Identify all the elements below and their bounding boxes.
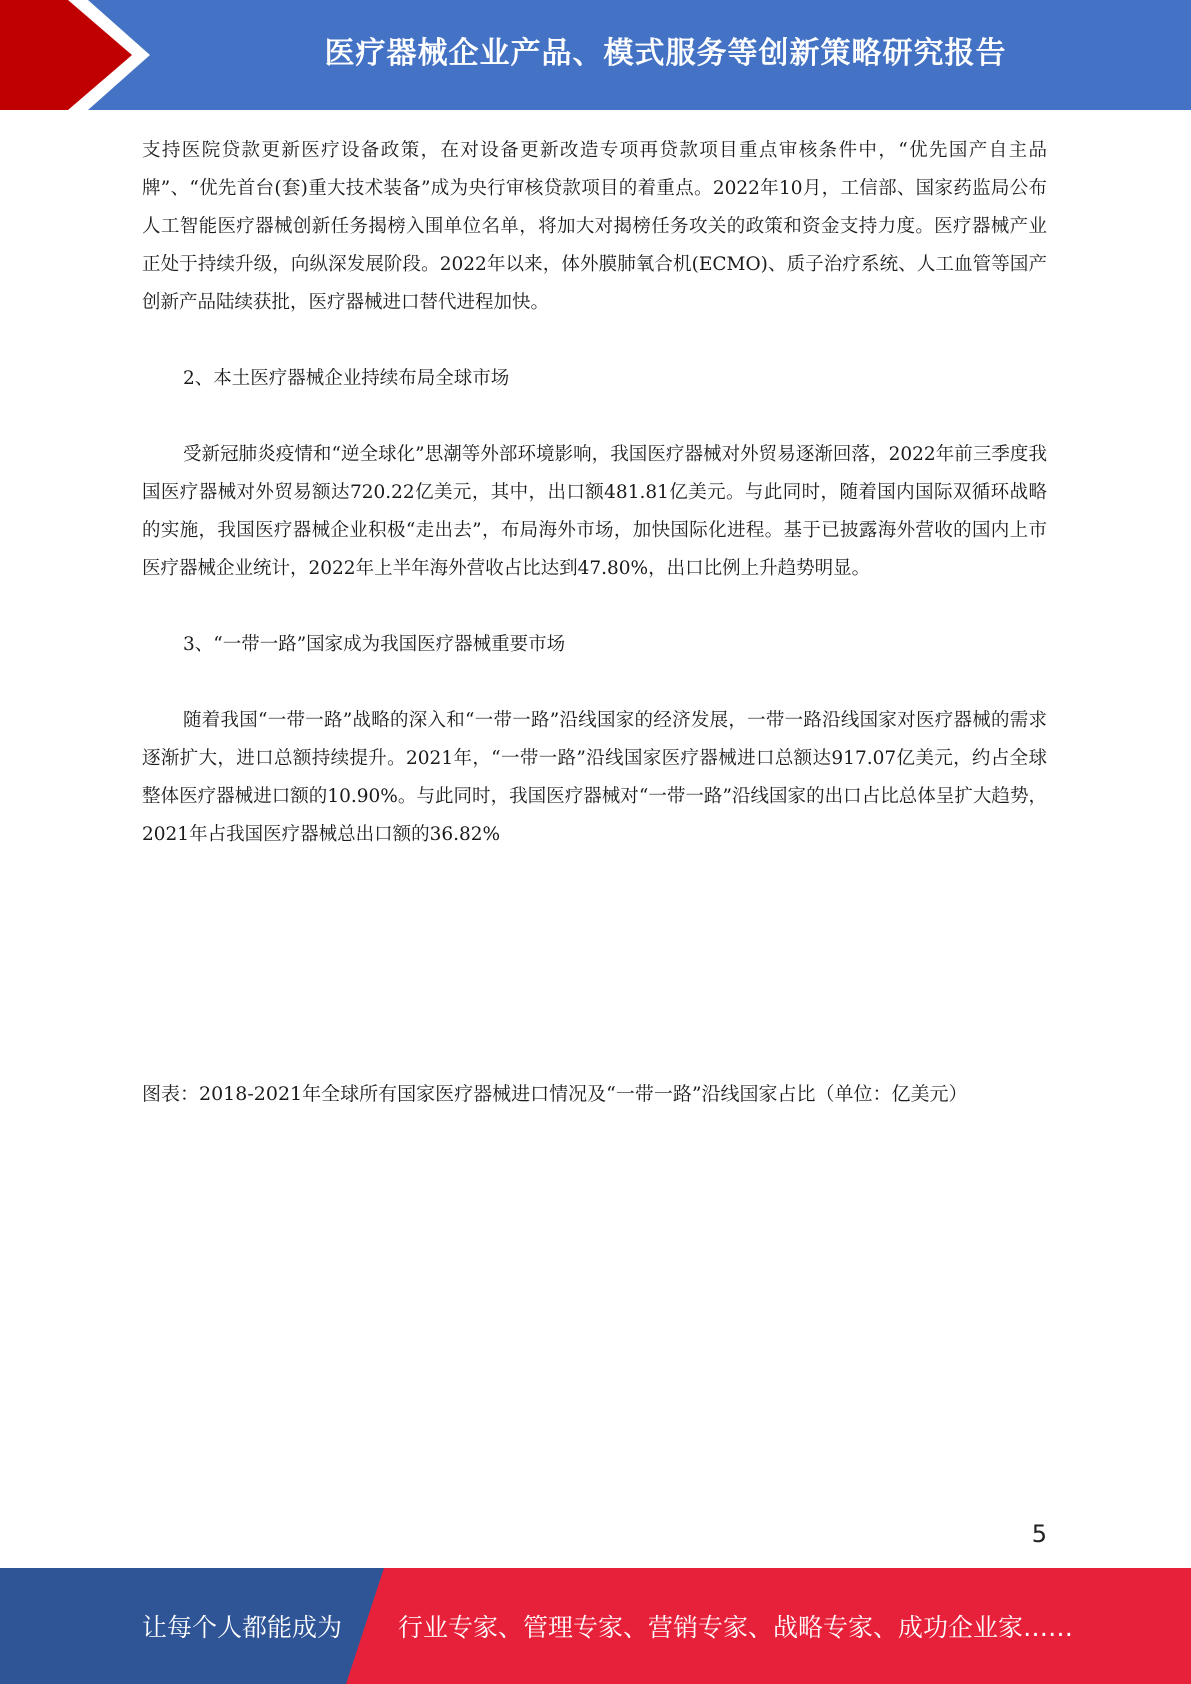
footer-slogan-left: 让每个人都能成为 bbox=[142, 1613, 343, 1642]
section-heading-global-market: 2、本土医疗器械企业持续布局全球市场 bbox=[183, 368, 510, 389]
footer-slogan-right: 行业专家、管理专家、营销专家、战略专家、成功企业家…… bbox=[398, 1613, 1074, 1642]
header-chevron-icon bbox=[0, 0, 160, 110]
section-heading-belt-road: 3、“一带一路”国家成为我国医疗器械重要市场 bbox=[183, 634, 566, 655]
paragraph-policy: 支持医院贷款更新医疗设备政策，在对设备更新改造专项再贷款项目重点审核条件中，“优先国产自主品牌”、“优先首台(套)重大技术装备”成为央行审核贷款项目的着重点。2022年10月，工信部、国家药监局公布人工智能医疗器械创新任务揭榜入围单位名单，将加大对揭榜任务攻关的政策和资金支持力度。医疗器械产业正处于持续升级，向纵深发展阶段。2022年以来，体外膜肺氧合机(ECMO)、质子治疗系统、人工血管等国产创新产品陆续获批，医疗器械进口替代进程加快。 bbox=[142, 140, 1047, 313]
figure-caption: 图表：2018-2021年全球所有国家医疗器械进口情况及“一带一路”沿线国家占比（单位：亿美元） bbox=[142, 1083, 968, 1105]
body-content bbox=[142, 132, 1047, 854]
report-title: 医疗器械企业产品、模式服务等创新策略研究报告 bbox=[324, 36, 1007, 71]
page-footer bbox=[0, 1568, 1191, 1684]
paragraph-belt-road: 随着我国“一带一路”战略的深入和“一带一路”沿线国家的经济发展，一带一路沿线国家对医疗器械的需求逐渐扩大，进口总额持续提升。2021年，“一带一路”沿线国家医疗器械进口总额达917.07亿美元，约占全球整体医疗器械进口额的10.90%。与此同时，我国医疗器械对“一带一路”沿线国家的出口占比总体呈扩大趋势，2021年占我国医疗器械总出口额的36.82% bbox=[142, 710, 1047, 845]
page-number: 5 bbox=[1031, 1520, 1047, 1548]
page-header bbox=[0, 0, 1191, 110]
paragraph-global-market: 受新冠肺炎疫情和“逆全球化”思潮等外部环境影响，我国医疗器械对外贸易逐渐回落，2022年前三季度我国医疗器械对外贸易额达720.22亿美元，其中，出口额481.81亿美元。与此同时，随着国内国际双循环战略的实施，我国医疗器械企业积极“走出去”，布局海外市场，加快国际化进程。基于已披露海外营收的国内上市医疗器械企业统计，2022年上半年海外营收占比达到47.80%，出口比例上升趋势明显。 bbox=[142, 444, 1047, 579]
